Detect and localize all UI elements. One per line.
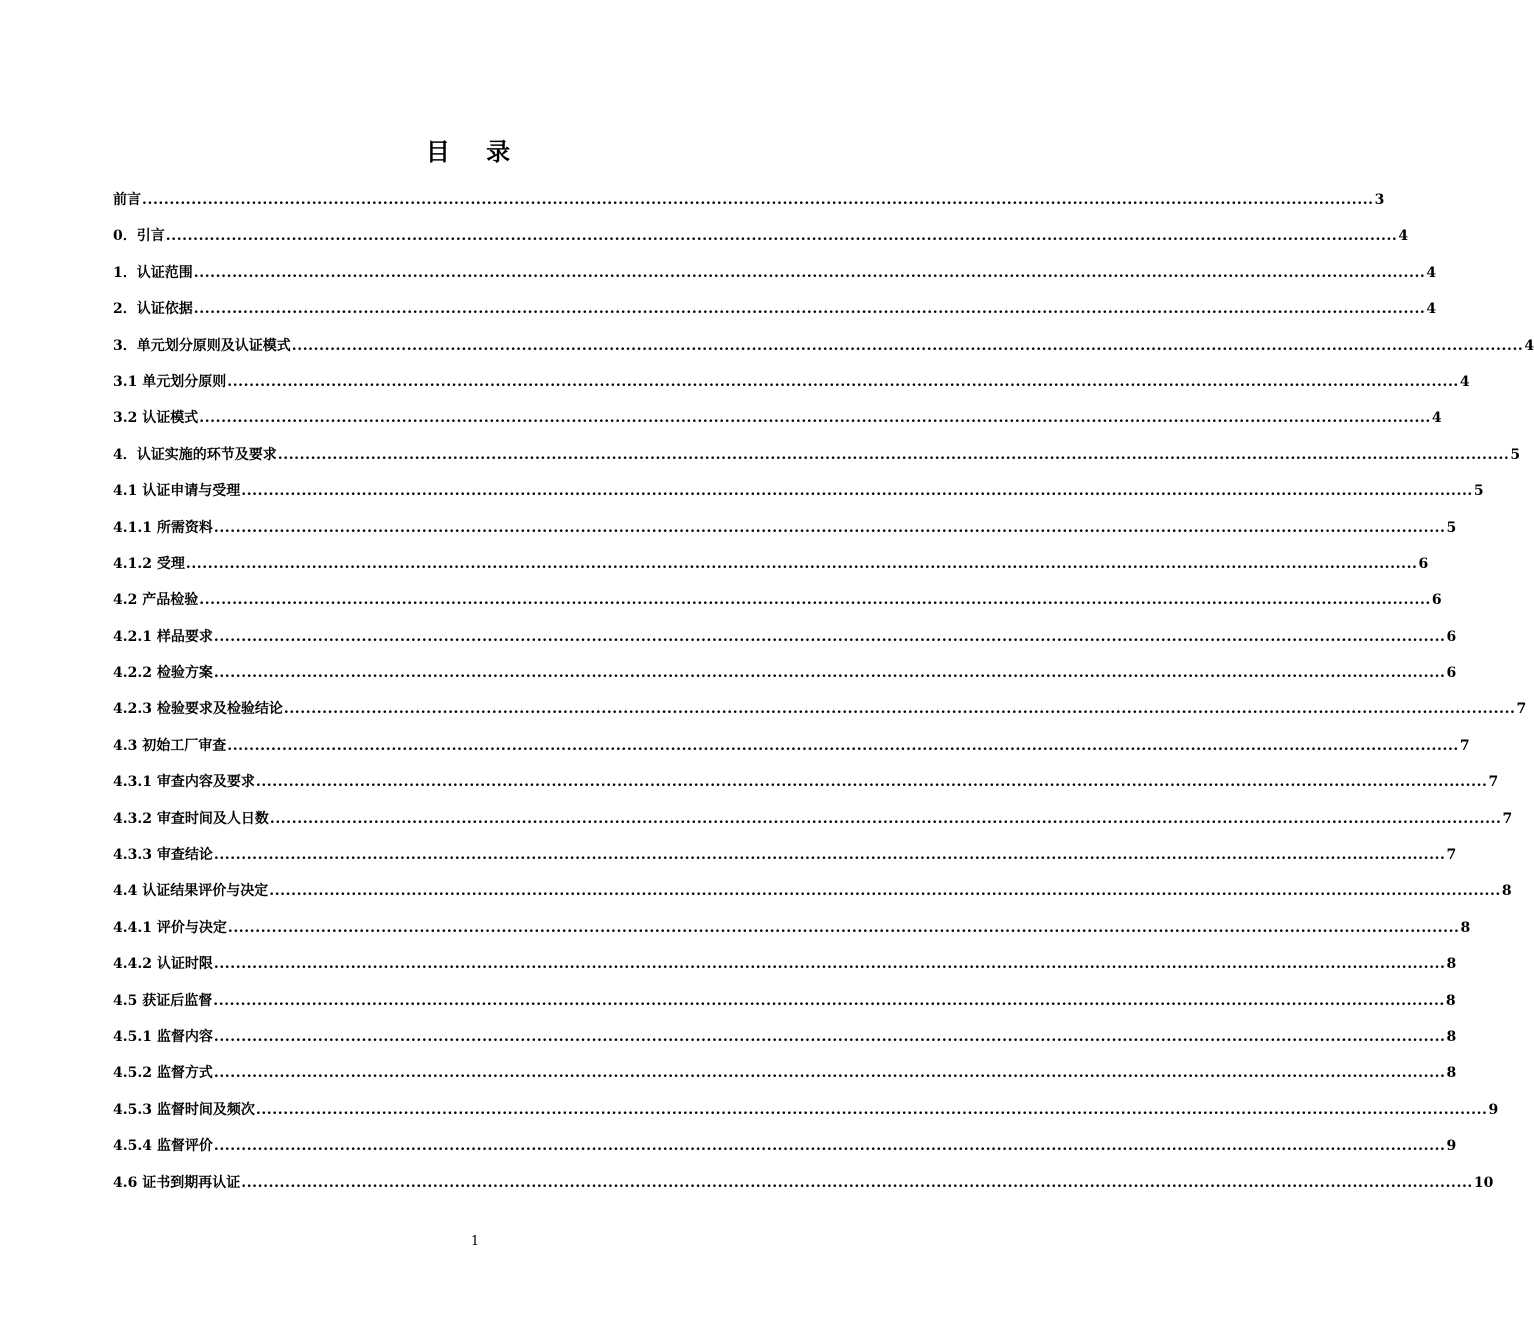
toc-entry-page: 4 xyxy=(1426,264,1437,281)
toc-entry-label: 4.5 获证后监督 xyxy=(113,992,213,1009)
toc-entry-label: 4.6 证书到期再认证 xyxy=(113,1174,241,1191)
toc-entry-page: 3 xyxy=(1374,192,1385,208)
toc-entry-page: 6 xyxy=(1431,592,1442,609)
toc-entry-label: 4.4 认证结果评价与决定 xyxy=(113,883,269,900)
toc-entry[interactable] xyxy=(113,222,1409,258)
toc-entry[interactable] xyxy=(113,586,1442,622)
toc-dot-leader: ................................................................................................................................................................................................................................. xyxy=(227,737,1459,754)
toc-dot-leader: ................................................................................................................................................................................................................................. xyxy=(213,519,1446,536)
toc-dot-leader: ................................................................................................................................................................................................................................. xyxy=(213,1065,1446,1082)
toc-entry-page: 8 xyxy=(1445,992,1456,1009)
toc-entry-label: 4.1.1 所需资料 xyxy=(113,519,213,536)
toc-dot-leader: ................................................................................................................................................................................................................................. xyxy=(227,373,1459,390)
toc-dot-leader: ................................................................................................................................................................................................................................. xyxy=(213,1138,1446,1155)
toc-entry-page: 8 xyxy=(1446,956,1457,973)
toc-dot-leader: ................................................................................................................................................................................................................................. xyxy=(241,1174,1473,1191)
toc-entry[interactable] xyxy=(113,441,1521,477)
page-title: 目 录 xyxy=(425,138,525,166)
toc-entry-page: 4 xyxy=(1426,301,1437,318)
page-number: 1 xyxy=(470,1234,480,1249)
toc-entry-page: 9 xyxy=(1488,1101,1499,1118)
toc-entry-label: 4.5.3 监督时间及频次 xyxy=(113,1101,255,1118)
toc-entry[interactable] xyxy=(113,732,1470,768)
toc-entry-label: 3.1 单元划分原则 xyxy=(113,373,227,390)
toc-dot-leader: ................................................................................................................................................................................................................................. xyxy=(213,956,1446,973)
toc-dot-leader: ................................................................................................................................................................................................................................. xyxy=(269,883,1501,900)
toc-entry-label: 4.5.1 监督内容 xyxy=(113,1028,213,1045)
toc-dot-leader: ................................................................................................................................................................................................................................. xyxy=(241,483,1473,500)
toc-dot-leader: ................................................................................................................................................................................................................................. xyxy=(165,228,1398,245)
toc-entry-label: 4.3 初始工厂审查 xyxy=(113,737,227,754)
toc-entry[interactable] xyxy=(113,841,1457,877)
toc-entry-page: 5 xyxy=(1510,446,1521,463)
toc-entry[interactable] xyxy=(113,404,1442,440)
toc-entry[interactable] xyxy=(113,1023,1457,1059)
toc-entry[interactable] xyxy=(113,1096,1499,1132)
toc-entry-label: 4.1 认证申请与受理 xyxy=(113,483,241,500)
toc-dot-leader: ................................................................................................................................................................................................................................. xyxy=(227,919,1460,936)
toc-entry-page: 7 xyxy=(1502,810,1513,827)
toc-entry[interactable] xyxy=(113,987,1456,1023)
toc-entry[interactable] xyxy=(113,1059,1457,1095)
toc-entry-label: 4.5.4 监督评价 xyxy=(113,1138,213,1155)
toc-dot-leader: ................................................................................................................................................................................................................................. xyxy=(269,810,1502,827)
toc-entry-label: 3．单元划分原则及认证模式 xyxy=(113,337,291,354)
toc-entry[interactable] xyxy=(113,477,1484,513)
toc-entry-label: 4.3.2 审查时间及人日数 xyxy=(113,810,269,827)
toc-dot-leader: ................................................................................................................................................................................................................................. xyxy=(213,665,1446,682)
toc-entry[interactable] xyxy=(113,550,1429,586)
toc-entry-label: 4.4.1 评价与决定 xyxy=(113,919,227,936)
toc-entry[interactable] xyxy=(113,259,1437,295)
toc-entry-page: 8 xyxy=(1446,1028,1457,1045)
toc-entry-page: 7 xyxy=(1488,774,1499,791)
table-of-contents xyxy=(113,186,1534,1205)
toc-entry[interactable] xyxy=(113,877,1512,913)
toc-entry-label: 1．认证范围 xyxy=(113,264,193,281)
toc-entry-page: 6 xyxy=(1446,665,1457,682)
toc-entry[interactable] xyxy=(113,295,1437,331)
toc-entry-page: 4 xyxy=(1398,228,1409,245)
toc-dot-leader: ................................................................................................................................................................................................................................. xyxy=(291,337,1524,354)
toc-entry-label: 4.3.3 审查结论 xyxy=(113,847,213,864)
toc-entry-page: 5 xyxy=(1473,483,1484,500)
toc-dot-leader: ................................................................................................................................................................................................................................. xyxy=(199,410,1431,427)
toc-entry-page: 5 xyxy=(1446,519,1457,536)
toc-entry-label: 4.2.1 样品要求 xyxy=(113,628,213,645)
toc-entry-page: 4 xyxy=(1459,373,1470,390)
toc-entry-page: 8 xyxy=(1460,919,1471,936)
toc-entry-page: 10 xyxy=(1473,1174,1494,1191)
toc-entry[interactable] xyxy=(113,514,1457,550)
toc-entry-page: 6 xyxy=(1446,628,1457,645)
toc-dot-leader: ................................................................................................................................................................................................................................. xyxy=(193,264,1426,281)
toc-entry-page: 8 xyxy=(1501,883,1512,900)
toc-dot-leader: ................................................................................................................................................................................................................................. xyxy=(255,774,1488,791)
toc-entry-label: 4.2.3 检验要求及检验结论 xyxy=(113,701,283,718)
toc-entry-label: 4.3.1 审查内容及要求 xyxy=(113,774,255,791)
toc-dot-leader: ................................................................................................................................................................................................................................. xyxy=(277,446,1510,463)
toc-entry[interactable] xyxy=(113,768,1499,804)
toc-dot-leader: ................................................................................................................................................................................................................................. xyxy=(193,301,1426,318)
toc-entry-page: 7 xyxy=(1516,701,1527,718)
toc-dot-leader: ................................................................................................................................................................................................................................. xyxy=(213,992,1445,1009)
toc-entry-page: 9 xyxy=(1446,1138,1457,1155)
toc-entry-page: 4 xyxy=(1524,337,1534,354)
toc-entry-page: 8 xyxy=(1446,1065,1457,1082)
toc-entry[interactable] xyxy=(113,623,1457,659)
toc-entry[interactable] xyxy=(113,805,1513,841)
toc-dot-leader: ................................................................................................................................................................................................................................. xyxy=(255,1101,1488,1118)
toc-entry[interactable] xyxy=(113,659,1457,695)
toc-dot-leader: ................................................................................................................................................................................................................................. xyxy=(213,1028,1446,1045)
toc-dot-leader: ................................................................................................................................................................................................................................. xyxy=(185,555,1418,572)
toc-entry-label: 4.2 产品检验 xyxy=(113,592,199,609)
toc-entry-label: 4.4.2 认证时限 xyxy=(113,956,213,973)
toc-entry-label: 前言 xyxy=(113,192,141,208)
toc-entry-label: 4.1.2 受理 xyxy=(113,555,185,572)
toc-entry-label: 4．认证实施的环节及要求 xyxy=(113,446,277,463)
toc-entry[interactable] xyxy=(113,950,1457,986)
toc-dot-leader: ................................................................................................................................................................................................................................. xyxy=(283,701,1516,718)
toc-entry[interactable] xyxy=(113,332,1534,368)
toc-entry[interactable] xyxy=(113,1132,1457,1168)
toc-entry-label: 4.2.2 检验方案 xyxy=(113,665,213,682)
toc-entry[interactable] xyxy=(113,368,1470,404)
toc-entry-page: 7 xyxy=(1459,737,1470,754)
toc-entry-label: 4.5.2 监督方式 xyxy=(113,1065,213,1082)
toc-entry-page: 7 xyxy=(1446,847,1457,864)
toc-dot-leader: ................................................................................................................................................................................................................................. xyxy=(142,192,1374,208)
toc-entry-page: 4 xyxy=(1431,410,1442,427)
toc-dot-leader: ................................................................................................................................................................................................................................. xyxy=(199,592,1431,609)
toc-entry[interactable] xyxy=(113,695,1527,731)
toc-dot-leader: ................................................................................................................................................................................................................................. xyxy=(213,628,1446,645)
toc-entry-label: 0．引言 xyxy=(113,228,165,245)
toc-entry-page: 6 xyxy=(1418,555,1429,572)
toc-dot-leader: ................................................................................................................................................................................................................................. xyxy=(213,847,1446,864)
toc-entry[interactable] xyxy=(113,186,1385,222)
toc-entry-label: 3.2 认证模式 xyxy=(113,410,199,427)
toc-entry-label: 2．认证依据 xyxy=(113,301,193,318)
toc-entry[interactable] xyxy=(113,1169,1494,1205)
toc-entry[interactable] xyxy=(113,914,1471,950)
